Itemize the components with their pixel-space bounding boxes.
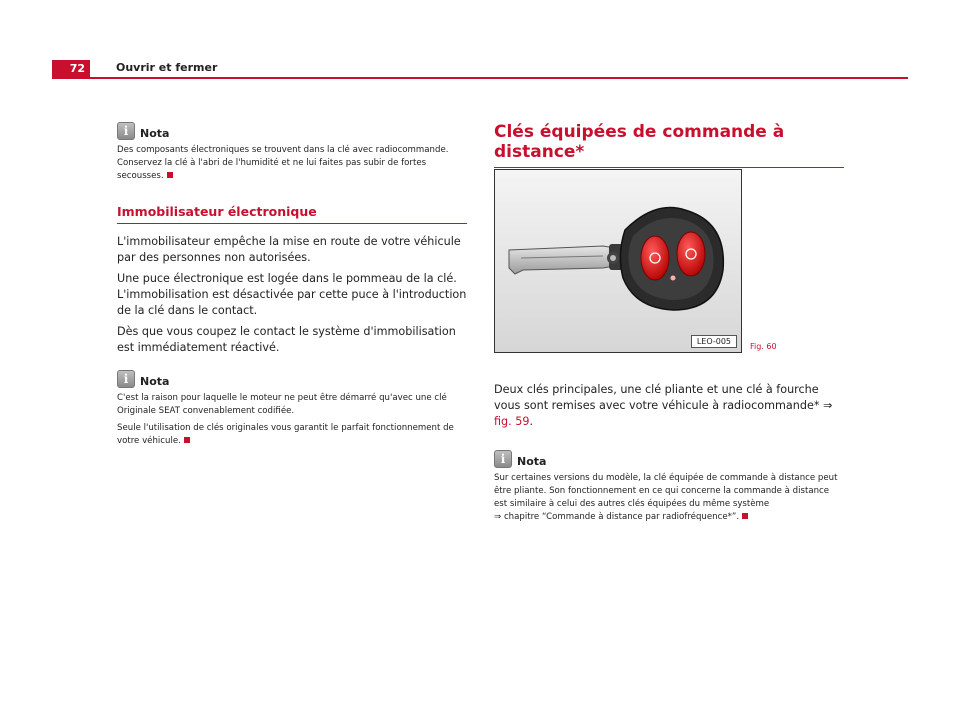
- arrow-icon: ⇒: [494, 512, 502, 522]
- paragraph-end: .: [529, 415, 534, 428]
- info-icon: i: [494, 450, 512, 468]
- nota-heading: [117, 122, 467, 140]
- remote-key-icon: [495, 170, 741, 352]
- nota-text: [117, 144, 467, 183]
- figure-tag: LEO-005: [691, 335, 737, 348]
- nota-text: [494, 472, 844, 524]
- end-mark-icon: [167, 172, 173, 178]
- paragraph: Une puce électronique est logée dans le pommeau de la clé. L'immobilisation est désactivée par cette puce à l'introduction de la clé dans le contact.: [117, 272, 467, 317]
- nota-text: [117, 392, 467, 448]
- end-mark-icon: [742, 513, 748, 519]
- chapter-link[interactable]: chapitre “Commande à distance par radiofréquence*”.: [503, 512, 740, 522]
- chapter-title: Ouvrir et fermer: [116, 61, 218, 74]
- nota-heading: [117, 370, 467, 388]
- paragraph: Dès que vous coupez le contact le système d'immobilisation est immédiatement réactivé.: [117, 325, 456, 354]
- nota-paragraph: Seule l'utilisation de clés originales vous garantit le parfait fonctionnement de votre véhicule.: [117, 423, 454, 446]
- page-number: 72: [52, 60, 90, 78]
- key-figure: [494, 169, 742, 353]
- paragraph: L'immobilisateur empêche la mise en route de votre véhicule par des personnes non autorisées.: [117, 235, 461, 264]
- section-title: Clés équipées de commande à distance*: [494, 122, 844, 168]
- end-mark-icon: [184, 437, 190, 443]
- nota-paragraph: C'est la raison pour laquelle le moteur ne peut être démarré qu'avec une clé Originale SEAT convenablement codifiée.: [117, 393, 447, 416]
- nota-label: Nota: [517, 455, 547, 468]
- right-column: [494, 122, 844, 168]
- nota-text-content: Des composants électroniques se trouvent dans la clé avec radiocommande. Conservez la clé à l'abri de l'humidité et ne lui faites pas subir de fortes secousses.: [117, 145, 449, 181]
- arrow-icon: ⇒: [823, 399, 833, 412]
- section-title: Immobilisateur électronique: [117, 204, 467, 224]
- header-rule: [52, 77, 908, 79]
- nota-label: Nota: [140, 375, 170, 388]
- page-header: [52, 60, 908, 78]
- right-body: [494, 382, 844, 524]
- info-icon: i: [117, 122, 135, 140]
- nota-heading: [494, 450, 844, 468]
- info-icon: i: [117, 370, 135, 388]
- nota-label: Nota: [140, 127, 170, 140]
- left-column: [117, 122, 467, 448]
- paragraph: [494, 382, 844, 430]
- section-body: [117, 234, 467, 356]
- figure-link[interactable]: fig. 59: [494, 415, 530, 428]
- figure-caption: Fig. 60: [750, 342, 777, 351]
- nota-text-content: Sur certaines versions du modèle, la clé équipée de commande à distance peut être pliante. Son fonctionnement en ce qui concerne la commande à distance est similaire à celui des autres clés équipées du même système: [494, 473, 838, 509]
- paragraph-text: Deux clés principales, une clé pliante et une clé à fourche vous sont remises avec votre véhicule à radiocommande*: [494, 383, 820, 412]
